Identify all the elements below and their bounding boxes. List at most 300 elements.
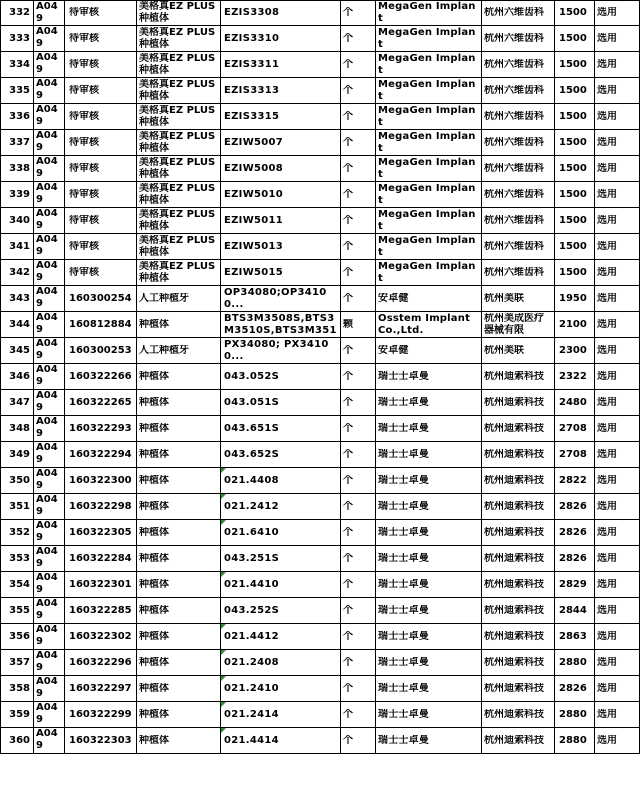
price-cell[interactable] bbox=[555, 234, 595, 260]
item-code-cell[interactable] bbox=[65, 494, 137, 520]
product-name-cell[interactable] bbox=[137, 286, 221, 312]
supplier-cell[interactable] bbox=[482, 104, 555, 130]
price-cell[interactable] bbox=[555, 650, 595, 676]
price-cell[interactable] bbox=[555, 624, 595, 650]
supplier-cell[interactable] bbox=[482, 598, 555, 624]
row-number-cell[interactable] bbox=[1, 442, 34, 468]
row-number-cell[interactable] bbox=[1, 286, 34, 312]
category-code-cell[interactable] bbox=[34, 728, 65, 754]
unit-cell[interactable] bbox=[341, 312, 376, 338]
row-number-cell[interactable] bbox=[1, 520, 34, 546]
manufacturer-cell[interactable] bbox=[376, 624, 482, 650]
model-spec-cell[interactable] bbox=[221, 728, 341, 754]
product-name-cell[interactable] bbox=[137, 546, 221, 572]
category-code-cell[interactable] bbox=[34, 494, 65, 520]
row-number-cell[interactable] bbox=[1, 728, 34, 754]
row-number-cell[interactable] bbox=[1, 494, 34, 520]
manufacturer-cell[interactable] bbox=[376, 572, 482, 598]
category-code-cell[interactable] bbox=[34, 572, 65, 598]
category-code-cell[interactable] bbox=[34, 208, 65, 234]
unit-cell[interactable] bbox=[341, 702, 376, 728]
unit-cell[interactable] bbox=[341, 546, 376, 572]
price-cell[interactable] bbox=[555, 182, 595, 208]
product-name-cell[interactable] bbox=[137, 390, 221, 416]
model-spec-cell[interactable] bbox=[221, 26, 341, 52]
status-text: 选用 bbox=[597, 708, 617, 720]
supplier-cell[interactable] bbox=[482, 624, 555, 650]
price-cell[interactable] bbox=[555, 494, 595, 520]
supplier-cell[interactable] bbox=[482, 676, 555, 702]
product-name-cell[interactable] bbox=[137, 468, 221, 494]
manufacturer-cell[interactable] bbox=[376, 442, 482, 468]
product-name-cell[interactable] bbox=[137, 182, 221, 208]
price-cell[interactable] bbox=[555, 52, 595, 78]
status-cell[interactable] bbox=[595, 182, 640, 208]
product-name-cell[interactable] bbox=[137, 26, 221, 52]
price-cell[interactable] bbox=[555, 104, 595, 130]
item-code-cell[interactable] bbox=[65, 416, 137, 442]
product-name-cell[interactable] bbox=[137, 364, 221, 390]
unit-cell[interactable] bbox=[341, 1, 376, 26]
row-number-cell[interactable] bbox=[1, 182, 34, 208]
manufacturer-cell[interactable] bbox=[376, 156, 482, 182]
status-cell[interactable] bbox=[595, 1, 640, 26]
item-code-cell[interactable] bbox=[65, 728, 137, 754]
unit-cell[interactable] bbox=[341, 260, 376, 286]
row-number-cell[interactable] bbox=[1, 52, 34, 78]
model-spec-cell[interactable] bbox=[221, 130, 341, 156]
item-code-cell[interactable] bbox=[65, 520, 137, 546]
manufacturer-cell[interactable] bbox=[376, 494, 482, 520]
item-code-cell[interactable] bbox=[65, 624, 137, 650]
row-number-cell[interactable] bbox=[1, 650, 34, 676]
product-name-cell[interactable] bbox=[137, 442, 221, 468]
manufacturer-cell[interactable] bbox=[376, 338, 482, 364]
model-spec-cell[interactable] bbox=[221, 78, 341, 104]
category-code-cell[interactable] bbox=[34, 624, 65, 650]
unit-cell[interactable] bbox=[341, 52, 376, 78]
category-code-cell[interactable] bbox=[34, 520, 65, 546]
row-number-cell[interactable] bbox=[1, 208, 34, 234]
status-cell[interactable] bbox=[595, 468, 640, 494]
product-name-cell[interactable] bbox=[137, 260, 221, 286]
unit-cell[interactable] bbox=[341, 78, 376, 104]
supplier-cell[interactable] bbox=[482, 208, 555, 234]
supplier-cell[interactable] bbox=[482, 1, 555, 26]
price-text: 1500 bbox=[559, 162, 587, 174]
model-spec-cell[interactable] bbox=[221, 442, 341, 468]
category-code-cell[interactable] bbox=[34, 182, 65, 208]
category-code-cell[interactable] bbox=[34, 442, 65, 468]
price-cell[interactable] bbox=[555, 338, 595, 364]
manufacturer-cell[interactable] bbox=[376, 26, 482, 52]
supplier-cell[interactable] bbox=[482, 312, 555, 338]
row-number-cell[interactable] bbox=[1, 78, 34, 104]
product-name-cell[interactable] bbox=[137, 624, 221, 650]
category-code-cell[interactable] bbox=[34, 312, 65, 338]
supplier-cell[interactable] bbox=[482, 702, 555, 728]
unit-cell[interactable] bbox=[341, 650, 376, 676]
status-cell[interactable] bbox=[595, 130, 640, 156]
category-code-cell[interactable] bbox=[34, 546, 65, 572]
status-cell[interactable] bbox=[595, 624, 640, 650]
item-code-cell[interactable] bbox=[65, 442, 137, 468]
model-spec-cell[interactable] bbox=[221, 650, 341, 676]
row-number-cell[interactable] bbox=[1, 364, 34, 390]
unit-cell[interactable] bbox=[341, 286, 376, 312]
status-cell[interactable] bbox=[595, 702, 640, 728]
manufacturer-text: MegaGen Implant bbox=[378, 260, 476, 284]
supplier-cell[interactable] bbox=[482, 364, 555, 390]
product-name-cell[interactable] bbox=[137, 52, 221, 78]
price-cell[interactable] bbox=[555, 702, 595, 728]
manufacturer-cell[interactable] bbox=[376, 598, 482, 624]
item-code-cell[interactable] bbox=[65, 650, 137, 676]
unit-cell[interactable] bbox=[341, 624, 376, 650]
product-name-cell[interactable] bbox=[137, 494, 221, 520]
model-spec-cell[interactable] bbox=[221, 364, 341, 390]
status-cell[interactable] bbox=[595, 208, 640, 234]
supplier-cell[interactable] bbox=[482, 338, 555, 364]
row-number-cell[interactable] bbox=[1, 468, 34, 494]
category-code-cell[interactable] bbox=[34, 598, 65, 624]
unit-cell[interactable] bbox=[341, 572, 376, 598]
row-number-cell[interactable] bbox=[1, 104, 34, 130]
unit-cell[interactable] bbox=[341, 182, 376, 208]
category-code-cell[interactable] bbox=[34, 390, 65, 416]
item-code-cell[interactable] bbox=[65, 598, 137, 624]
status-cell[interactable] bbox=[595, 650, 640, 676]
status-cell[interactable] bbox=[595, 676, 640, 702]
manufacturer-cell[interactable] bbox=[376, 52, 482, 78]
product-name-cell[interactable] bbox=[137, 520, 221, 546]
unit-cell[interactable] bbox=[341, 728, 376, 754]
item-code-cell[interactable] bbox=[65, 546, 137, 572]
category-code-cell[interactable] bbox=[34, 702, 65, 728]
manufacturer-text: 瑞士士卓曼 bbox=[378, 734, 429, 746]
manufacturer-cell[interactable] bbox=[376, 182, 482, 208]
unit-cell[interactable] bbox=[341, 442, 376, 468]
product-name-cell[interactable] bbox=[137, 1, 221, 26]
supplier-cell[interactable] bbox=[482, 494, 555, 520]
supplier-cell[interactable] bbox=[482, 78, 555, 104]
supplier-cell[interactable] bbox=[482, 468, 555, 494]
product-name-cell[interactable] bbox=[137, 130, 221, 156]
row-number-cell[interactable] bbox=[1, 546, 34, 572]
item-code-cell[interactable] bbox=[65, 1, 137, 26]
item-code-cell[interactable] bbox=[65, 702, 137, 728]
supplier-cell[interactable] bbox=[482, 260, 555, 286]
row-number-cell[interactable] bbox=[1, 624, 34, 650]
category-code-cell[interactable] bbox=[34, 286, 65, 312]
category-code-cell[interactable] bbox=[34, 130, 65, 156]
row-number-cell[interactable] bbox=[1, 702, 34, 728]
manufacturer-cell[interactable] bbox=[376, 78, 482, 104]
status-cell[interactable] bbox=[595, 598, 640, 624]
item-code-cell[interactable] bbox=[65, 364, 137, 390]
model-spec-cell[interactable] bbox=[221, 312, 341, 338]
status-cell[interactable] bbox=[595, 572, 640, 598]
manufacturer-cell[interactable] bbox=[376, 286, 482, 312]
row-number-cell[interactable] bbox=[1, 572, 34, 598]
unit-cell[interactable] bbox=[341, 234, 376, 260]
model-spec-cell[interactable] bbox=[221, 546, 341, 572]
manufacturer-cell[interactable] bbox=[376, 650, 482, 676]
category-code-cell[interactable] bbox=[34, 650, 65, 676]
category-code-cell[interactable] bbox=[34, 364, 65, 390]
row-number-cell[interactable] bbox=[1, 312, 34, 338]
row-number-cell[interactable] bbox=[1, 416, 34, 442]
status-cell[interactable] bbox=[595, 156, 640, 182]
price-cell[interactable] bbox=[555, 208, 595, 234]
unit-cell[interactable] bbox=[341, 208, 376, 234]
status-cell[interactable] bbox=[595, 520, 640, 546]
price-cell[interactable] bbox=[555, 156, 595, 182]
unit-cell[interactable] bbox=[341, 156, 376, 182]
price-cell[interactable] bbox=[555, 416, 595, 442]
price-cell[interactable] bbox=[555, 468, 595, 494]
product-name-cell[interactable] bbox=[137, 104, 221, 130]
price-cell[interactable] bbox=[555, 728, 595, 754]
product-name-cell[interactable] bbox=[137, 598, 221, 624]
status-cell[interactable] bbox=[595, 494, 640, 520]
category-code-cell[interactable] bbox=[34, 78, 65, 104]
price-cell[interactable] bbox=[555, 572, 595, 598]
supplier-cell[interactable] bbox=[482, 286, 555, 312]
item-code-cell[interactable] bbox=[65, 156, 137, 182]
supplier-cell[interactable] bbox=[482, 234, 555, 260]
model-spec-cell[interactable] bbox=[221, 676, 341, 702]
price-cell[interactable] bbox=[555, 286, 595, 312]
model-spec-text: 043.252S bbox=[224, 604, 280, 616]
product-name-cell[interactable] bbox=[137, 572, 221, 598]
model-spec-cell[interactable] bbox=[221, 338, 341, 364]
unit-cell[interactable] bbox=[341, 416, 376, 442]
item-code-cell[interactable] bbox=[65, 182, 137, 208]
row-number-cell[interactable] bbox=[1, 598, 34, 624]
row-number-cell[interactable] bbox=[1, 156, 34, 182]
price-cell[interactable] bbox=[555, 130, 595, 156]
status-cell[interactable] bbox=[595, 416, 640, 442]
row-number-cell[interactable] bbox=[1, 26, 34, 52]
manufacturer-cell[interactable] bbox=[376, 390, 482, 416]
status-cell[interactable] bbox=[595, 104, 640, 130]
unit-cell[interactable] bbox=[341, 494, 376, 520]
item-code-cell[interactable] bbox=[65, 130, 137, 156]
supplier-cell[interactable] bbox=[482, 52, 555, 78]
product-name-cell[interactable] bbox=[137, 728, 221, 754]
status-cell[interactable] bbox=[595, 312, 640, 338]
item-code-cell[interactable] bbox=[65, 676, 137, 702]
supplier-cell[interactable] bbox=[482, 26, 555, 52]
price-cell[interactable] bbox=[555, 78, 595, 104]
supplier-cell[interactable] bbox=[482, 182, 555, 208]
product-name-cell[interactable] bbox=[137, 650, 221, 676]
category-code-cell[interactable] bbox=[34, 1, 65, 26]
unit-cell[interactable] bbox=[341, 676, 376, 702]
supplier-cell[interactable] bbox=[482, 442, 555, 468]
model-spec-cell[interactable] bbox=[221, 286, 341, 312]
manufacturer-cell[interactable] bbox=[376, 208, 482, 234]
price-cell[interactable] bbox=[555, 546, 595, 572]
row-number-cell[interactable] bbox=[1, 260, 34, 286]
model-spec-cell[interactable] bbox=[221, 390, 341, 416]
status-cell[interactable] bbox=[595, 728, 640, 754]
status-cell[interactable] bbox=[595, 52, 640, 78]
item-code-cell[interactable] bbox=[65, 26, 137, 52]
row-number-cell[interactable] bbox=[1, 1, 34, 26]
model-spec-cell[interactable] bbox=[221, 156, 341, 182]
category-code-cell[interactable] bbox=[34, 234, 65, 260]
unit-cell[interactable] bbox=[341, 104, 376, 130]
item-code-cell[interactable] bbox=[65, 338, 137, 364]
supplier-cell[interactable] bbox=[482, 520, 555, 546]
category-code-cell[interactable] bbox=[34, 156, 65, 182]
price-cell[interactable] bbox=[555, 598, 595, 624]
category-code-cell[interactable] bbox=[34, 260, 65, 286]
price-cell[interactable] bbox=[555, 26, 595, 52]
status-cell[interactable] bbox=[595, 546, 640, 572]
item-code-cell[interactable] bbox=[65, 468, 137, 494]
manufacturer-cell[interactable] bbox=[376, 130, 482, 156]
manufacturer-cell[interactable] bbox=[376, 1, 482, 26]
manufacturer-cell[interactable] bbox=[376, 312, 482, 338]
item-code-cell[interactable] bbox=[65, 260, 137, 286]
model-spec-cell[interactable] bbox=[221, 104, 341, 130]
product-name-cell[interactable] bbox=[137, 156, 221, 182]
price-cell[interactable] bbox=[555, 390, 595, 416]
supplier-cell[interactable] bbox=[482, 156, 555, 182]
model-spec-cell[interactable] bbox=[221, 468, 341, 494]
item-code-cell[interactable] bbox=[65, 234, 137, 260]
unit-cell[interactable] bbox=[341, 520, 376, 546]
status-cell[interactable] bbox=[595, 260, 640, 286]
price-cell[interactable] bbox=[555, 312, 595, 338]
price-cell[interactable] bbox=[555, 676, 595, 702]
model-spec-cell[interactable] bbox=[221, 520, 341, 546]
category-code-cell[interactable] bbox=[34, 52, 65, 78]
manufacturer-cell[interactable] bbox=[376, 546, 482, 572]
item-code-text: 待审核 bbox=[69, 162, 99, 174]
manufacturer-cell[interactable] bbox=[376, 416, 482, 442]
product-name-cell[interactable] bbox=[137, 338, 221, 364]
model-spec-cell[interactable] bbox=[221, 208, 341, 234]
status-cell[interactable] bbox=[595, 26, 640, 52]
status-cell[interactable] bbox=[595, 234, 640, 260]
item-code-cell[interactable] bbox=[65, 390, 137, 416]
status-cell[interactable] bbox=[595, 78, 640, 104]
item-code-cell[interactable] bbox=[65, 312, 137, 338]
item-code-cell[interactable] bbox=[65, 78, 137, 104]
manufacturer-cell[interactable] bbox=[376, 728, 482, 754]
supplier-cell[interactable] bbox=[482, 728, 555, 754]
supplier-cell[interactable] bbox=[482, 546, 555, 572]
manufacturer-cell[interactable] bbox=[376, 520, 482, 546]
product-name-cell[interactable] bbox=[137, 208, 221, 234]
status-cell[interactable] bbox=[595, 286, 640, 312]
model-spec-cell[interactable] bbox=[221, 598, 341, 624]
unit-cell[interactable] bbox=[341, 130, 376, 156]
product-name-cell[interactable] bbox=[137, 234, 221, 260]
product-name-cell[interactable] bbox=[137, 416, 221, 442]
item-code-cell[interactable] bbox=[65, 104, 137, 130]
unit-cell[interactable] bbox=[341, 364, 376, 390]
manufacturer-cell[interactable] bbox=[376, 104, 482, 130]
category-code-cell[interactable] bbox=[34, 104, 65, 130]
price-cell[interactable] bbox=[555, 520, 595, 546]
product-name-cell[interactable] bbox=[137, 702, 221, 728]
manufacturer-cell[interactable] bbox=[376, 234, 482, 260]
model-spec-cell[interactable] bbox=[221, 494, 341, 520]
item-code-cell[interactable] bbox=[65, 572, 137, 598]
model-spec-cell[interactable] bbox=[221, 182, 341, 208]
row-number-text: 343 bbox=[9, 292, 30, 304]
price-cell[interactable] bbox=[555, 364, 595, 390]
product-name-cell[interactable] bbox=[137, 312, 221, 338]
row-number-cell[interactable] bbox=[1, 234, 34, 260]
status-cell[interactable] bbox=[595, 390, 640, 416]
item-code-cell[interactable] bbox=[65, 52, 137, 78]
supplier-cell[interactable] bbox=[482, 390, 555, 416]
price-cell[interactable] bbox=[555, 260, 595, 286]
product-name-cell[interactable] bbox=[137, 78, 221, 104]
supplier-cell[interactable] bbox=[482, 650, 555, 676]
category-code-cell[interactable] bbox=[34, 468, 65, 494]
unit-cell[interactable] bbox=[341, 26, 376, 52]
unit-cell[interactable] bbox=[341, 598, 376, 624]
item-code-cell[interactable] bbox=[65, 286, 137, 312]
model-spec-cell[interactable] bbox=[221, 234, 341, 260]
status-cell[interactable] bbox=[595, 442, 640, 468]
manufacturer-cell[interactable] bbox=[376, 676, 482, 702]
item-code-cell[interactable] bbox=[65, 208, 137, 234]
unit-cell[interactable] bbox=[341, 468, 376, 494]
price-text: 1500 bbox=[559, 136, 587, 148]
manufacturer-cell[interactable] bbox=[376, 364, 482, 390]
manufacturer-cell[interactable] bbox=[376, 260, 482, 286]
row-number-cell[interactable] bbox=[1, 338, 34, 364]
supplier-cell[interactable] bbox=[482, 572, 555, 598]
model-spec-cell[interactable] bbox=[221, 52, 341, 78]
row-number-cell[interactable] bbox=[1, 676, 34, 702]
model-spec-cell[interactable] bbox=[221, 702, 341, 728]
price-cell[interactable] bbox=[555, 1, 595, 26]
manufacturer-cell[interactable] bbox=[376, 468, 482, 494]
status-cell[interactable] bbox=[595, 338, 640, 364]
product-name-cell[interactable] bbox=[137, 676, 221, 702]
model-spec-text: EZIS3313 bbox=[224, 84, 280, 96]
category-code-cell[interactable] bbox=[34, 416, 65, 442]
unit-cell[interactable] bbox=[341, 390, 376, 416]
supplier-cell[interactable] bbox=[482, 130, 555, 156]
model-spec-cell[interactable] bbox=[221, 624, 341, 650]
row-number-cell[interactable] bbox=[1, 390, 34, 416]
price-cell[interactable] bbox=[555, 442, 595, 468]
model-spec-cell[interactable] bbox=[221, 260, 341, 286]
manufacturer-cell[interactable] bbox=[376, 702, 482, 728]
status-cell[interactable] bbox=[595, 364, 640, 390]
category-code-cell[interactable] bbox=[34, 338, 65, 364]
model-spec-text: EZIS3308 bbox=[224, 7, 280, 18]
category-code-cell[interactable] bbox=[34, 26, 65, 52]
supplier-cell[interactable] bbox=[482, 416, 555, 442]
model-spec-cell[interactable] bbox=[221, 1, 341, 26]
unit-cell[interactable] bbox=[341, 338, 376, 364]
row-number-cell[interactable] bbox=[1, 130, 34, 156]
category-code-cell[interactable] bbox=[34, 676, 65, 702]
model-spec-cell[interactable] bbox=[221, 572, 341, 598]
model-spec-cell[interactable] bbox=[221, 416, 341, 442]
